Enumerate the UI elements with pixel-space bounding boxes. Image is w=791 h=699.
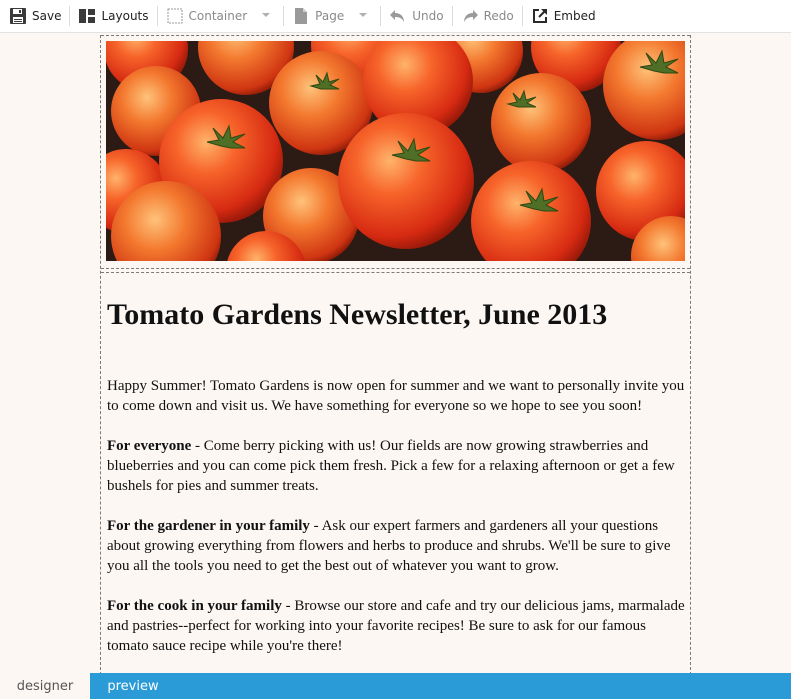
redo-label: Redo: [483, 9, 514, 23]
undo-icon: [389, 7, 407, 25]
redo-icon: [461, 7, 479, 25]
view-tab-bar: [0, 673, 791, 699]
container-dropdown[interactable]: [164, 0, 284, 33]
tomatoes-illustration: [106, 41, 685, 261]
chevron-down-icon: [358, 9, 368, 23]
toolbar-separator: [157, 6, 158, 26]
section-heading: For everyone: [107, 438, 192, 454]
newsletter-title: Tomato Gardens Newsletter, June 2013: [107, 298, 608, 331]
save-button[interactable]: [7, 0, 69, 33]
tab-preview[interactable]: preview: [107, 678, 159, 694]
external-link-icon: [531, 7, 549, 25]
intro-paragraph: Happy Summer! Tomato Gardens is now open for summer and we want to personally invite you to come down and visit us. We have something for everyone so we hope to see you soon!: [107, 378, 685, 414]
text-block[interactable]: [101, 272, 690, 682]
chevron-down-icon: [261, 9, 271, 23]
section-body: - Ask our expert farmers and gardeners all your questions about growing everything from flowers and herbs to produce and shrubs. We'll be sure to give you all the tools you need to get the best out of whatever you want to grow.: [107, 518, 671, 574]
save-label: Save: [32, 9, 62, 23]
page-icon: [292, 7, 310, 25]
page-dropdown[interactable]: [290, 0, 380, 33]
undo-label: Undo: [412, 9, 444, 23]
container-label: Container: [188, 9, 248, 23]
floppy-disk-icon: [9, 7, 27, 25]
toolbar-separator: [452, 6, 453, 26]
toolbar-separator: [380, 6, 381, 26]
section-heading: For the gardener in your family: [107, 518, 310, 534]
container-icon: [166, 7, 184, 25]
section-heading: For the cook in your family: [107, 598, 282, 614]
design-canvas: [100, 35, 691, 675]
layouts-label: Layouts: [101, 9, 149, 23]
section-paragraph: [107, 436, 689, 496]
image-block[interactable]: [101, 35, 690, 269]
toolbar: [0, 0, 791, 33]
section-body: - Come berry picking with us! Our fields are now growing strawberries and blueberries and you can come pick them fresh. Pick a few for a relaxing afternoon or get a few bushels for pies and summer treats.: [107, 438, 675, 494]
tab-designer[interactable]: designer: [0, 673, 90, 699]
section-body: - Browse our store and cafe and try our delicious jams, marmalade and pastries--perfect for working into your favorite recipes! Be sure to ask for our famous tomato sauce recipe while you're there!: [107, 598, 685, 654]
toolbar-separator: [283, 6, 284, 26]
layouts-button[interactable]: [76, 0, 156, 33]
tomatoes-image[interactable]: [106, 41, 685, 261]
section-paragraph: [107, 596, 689, 656]
layouts-icon: [78, 7, 96, 25]
embed-label: Embed: [553, 9, 596, 23]
redo-button[interactable]: [459, 0, 522, 33]
page-label: Page: [315, 9, 345, 23]
section-paragraph: [107, 516, 689, 576]
toolbar-separator: [522, 6, 523, 26]
embed-button[interactable]: [529, 0, 604, 33]
undo-button[interactable]: [387, 0, 451, 33]
toolbar-separator: [69, 6, 70, 26]
